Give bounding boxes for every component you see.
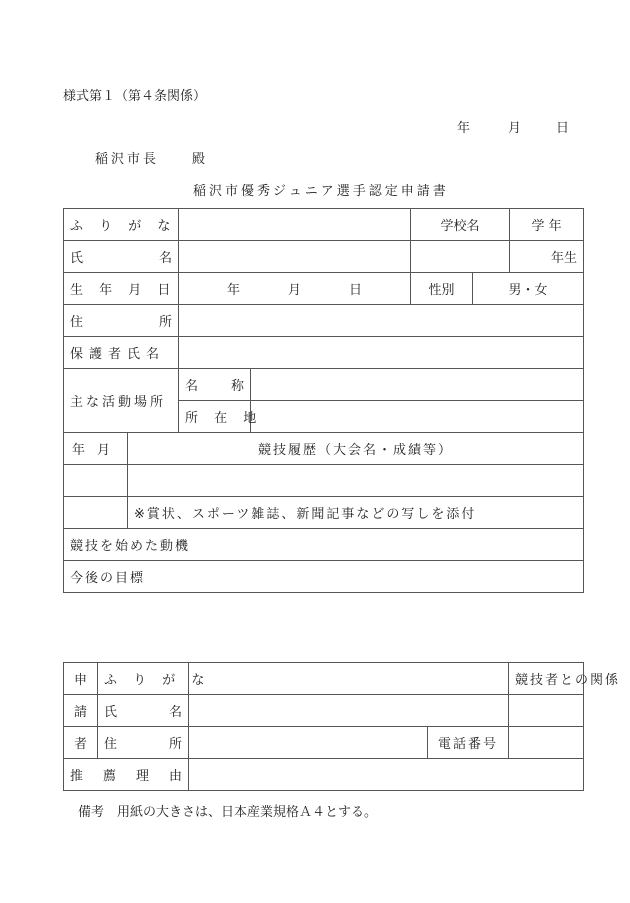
attachment-note: ※賞状、スポーツ雑誌、新聞記事などの写しを添付 [128, 497, 584, 529]
label-address: 住 所 [64, 305, 179, 337]
label-year-month: 年 月 [64, 433, 128, 465]
label-relationship: 競技者との関係 [509, 663, 584, 695]
label-place-name: 名 称 [179, 369, 251, 401]
label-dob: 生 年 月 日 [64, 273, 179, 305]
label-gender: 性別 [411, 273, 473, 305]
address-field[interactable] [179, 305, 584, 337]
dob-field[interactable] [179, 273, 411, 305]
applicant-char-3: 者 [64, 727, 98, 759]
goal-field[interactable]: 今後の目標 [64, 561, 584, 593]
label-recommendation: 推 薦 理 由 [64, 759, 189, 791]
applicant-label-address: 住 所 [98, 727, 189, 759]
applicant-furigana-field[interactable] [189, 663, 509, 695]
gender-options[interactable]: 男・女 [473, 273, 584, 305]
recommendation-field[interactable] [189, 759, 584, 791]
history-header: 競技履歴（大会名・成績等） [128, 433, 584, 465]
applicant-table [63, 662, 621, 791]
label-school: 学校名 [411, 209, 510, 241]
label-activity-place: 主な活動場所 [64, 369, 179, 433]
grade-field[interactable]: 年生 [510, 241, 584, 273]
dob-month-label: 月 [287, 283, 301, 298]
form-id: 様式第１（第４条関係） [63, 89, 207, 104]
applicant-name-field[interactable] [189, 695, 509, 727]
footer-note: 備考 用紙の大きさは、日本産業規格Ａ４とする。 [78, 805, 378, 820]
history-field[interactable] [128, 465, 584, 497]
name-field[interactable] [179, 241, 411, 273]
motivation-field[interactable]: 競技を始めた動機 [64, 529, 584, 561]
applicant-char-1: 申 [64, 663, 98, 695]
school-field[interactable] [411, 241, 510, 273]
label-place-location: 所 在 地 [179, 401, 251, 433]
furigana-field[interactable] [179, 209, 411, 241]
applicant-label-furigana: ふ り が な [98, 663, 189, 695]
label-guardian: 保護者氏名 [64, 337, 179, 369]
addressee-name: 稲沢市長 [95, 152, 160, 167]
history-date-field-2[interactable] [64, 497, 128, 529]
guardian-field[interactable] [179, 337, 584, 369]
relationship-field[interactable] [509, 695, 584, 727]
applicant-address-field[interactable] [189, 727, 428, 759]
date-day: 日 [556, 121, 570, 136]
place-location-field[interactable] [251, 401, 584, 433]
dob-day-label: 日 [348, 283, 362, 298]
applicant-char-2: 請 [64, 695, 98, 727]
main-form-table [63, 208, 584, 593]
form-title: 稲沢市優秀ジュニア選手認定申請書 [193, 184, 449, 199]
label-grade: 学 年 [510, 209, 584, 241]
addressee-honorific: 殿 [192, 152, 206, 167]
date-month: 月 [508, 121, 522, 136]
label-name: 氏 名 [64, 241, 179, 273]
label-phone: 電話番号 [428, 727, 509, 759]
history-date-field[interactable] [64, 465, 128, 497]
applicant-label-name: 氏 名 [98, 695, 189, 727]
dob-year-label: 年 [226, 283, 240, 298]
date-year: 年 [457, 121, 471, 136]
place-name-field[interactable] [251, 369, 584, 401]
label-furigana: ふ り が な [64, 209, 179, 241]
phone-field[interactable] [509, 727, 584, 759]
